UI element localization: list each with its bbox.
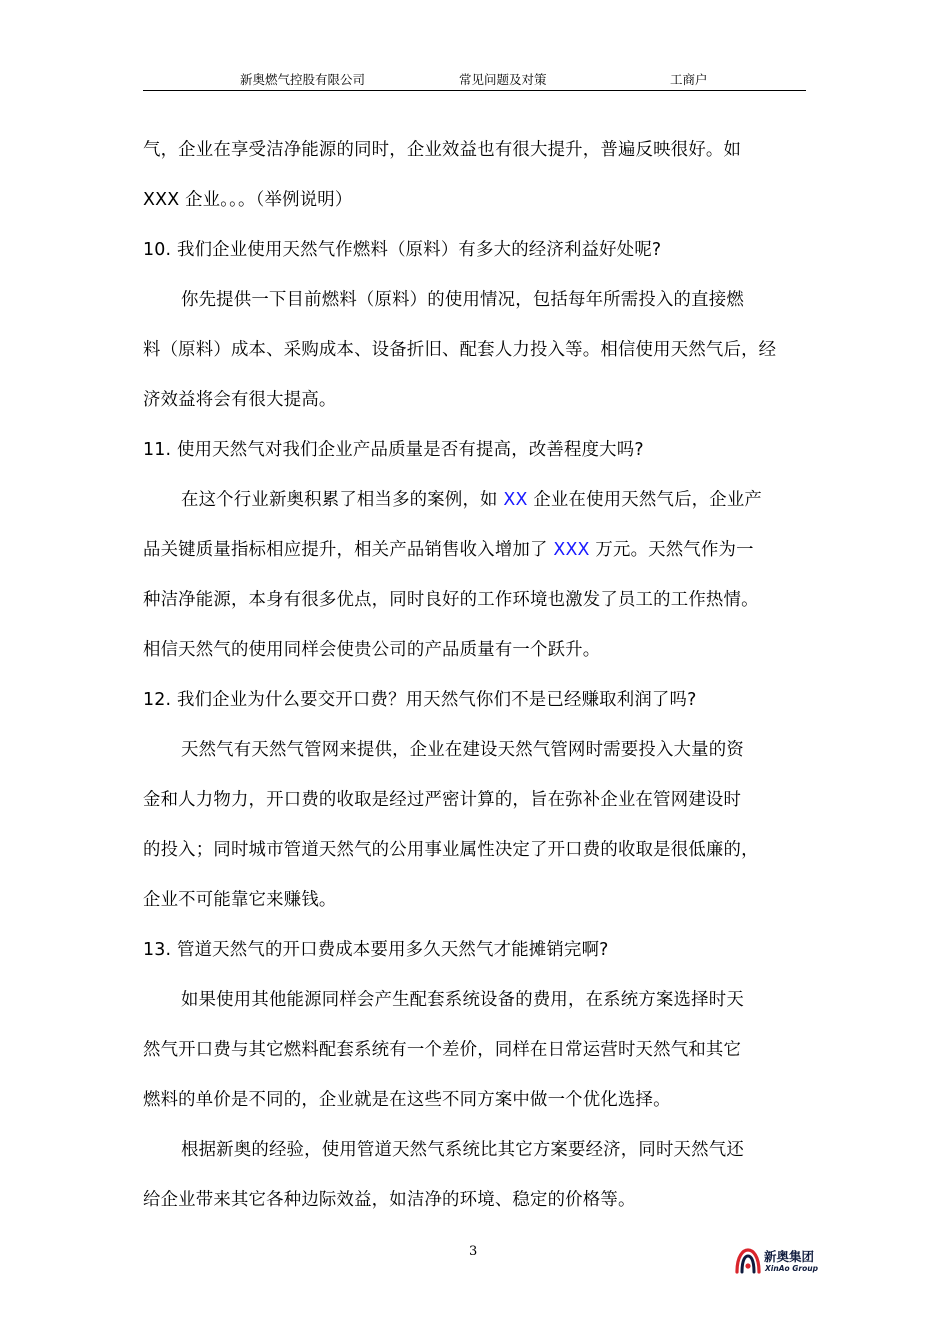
logo-chinese-name: 新奥集团: [764, 1249, 815, 1264]
question-13: 13. 管道天然气的开口费成本要用多久天然气才能摊销完啊?: [143, 940, 609, 960]
answer-11-text: 企业在使用天然气后，企业产: [527, 490, 763, 510]
answer-12-line: 金和人力物力，开口费的收取是经过严密计算的，旨在弥补企业在管网建设时: [143, 790, 742, 810]
page-number: 3: [469, 1244, 478, 1259]
xinao-logo-icon: [733, 1246, 763, 1276]
question-10: 10. 我们企业使用天然气作燃料（原料）有多大的经济利益好处呢?: [143, 240, 662, 260]
header-company-name: 新奥燃气控股有限公司: [240, 72, 366, 87]
answer-11-line: 相信天然气的使用同样会使贵公司的产品质量有一个跃升。: [143, 640, 601, 660]
answer-12-line: 企业不可能靠它来赚钱。: [143, 890, 337, 910]
answer-13-line: 燃料的单价是不同的，企业就是在这些不同方案中做一个优化选择。: [143, 1090, 671, 1110]
answer-10-line: 你先提供一下目前燃料（原料）的使用情况，包括每年所需投入的直接燃: [181, 290, 744, 310]
answer-11-line: [143, 478, 811, 528]
answer-13-line: 然气开口费与其它燃料配套系统有一个差价，同样在日常运营时天然气和其它: [143, 1040, 742, 1060]
answer-13-line: 如果使用其他能源同样会产生配套系统设备的费用，在系统方案选择时天: [181, 990, 744, 1010]
paragraph-line: 气，企业在享受洁净能源的同时，企业效益也有很大提升，普遍反映很好。如: [143, 140, 742, 160]
paragraph-line: XXX 企业。。。（举例说明）: [143, 190, 353, 210]
header-document-title: 常见问题及对策: [459, 72, 547, 87]
answer-11-text: 品关键质量指标相应提升，相关产品销售收入增加了: [143, 540, 554, 560]
answer-12-line: 的投入；同时城市管道天然气的公用事业属性决定了开口费的收取是很低廉的，: [143, 840, 759, 860]
question-11: 11. 使用天然气对我们企业产品质量是否有提高，改善程度大吗?: [143, 440, 644, 460]
answer-13-line: 根据新奥的经验，使用管道天然气系统比其它方案要经济，同时天然气还: [181, 1140, 744, 1160]
answer-12-line: 天然气有天然气管网来提供，企业在建设天然气管网时需要投入大量的资: [181, 740, 744, 760]
question-12: 12. 我们企业为什么要交开口费？用天然气你们不是已经赚取利润了吗?: [143, 690, 697, 710]
page-header: [143, 68, 806, 91]
answer-11-text: 万元。天然气作为一: [589, 540, 754, 560]
document-body: [143, 128, 811, 1228]
answer-11-text: 在这个行业新奥积累了相当多的案例，如: [181, 490, 504, 510]
answer-10-line: 料（原料）成本、采购成本、设备折旧、配套人力投入等。相信使用天然气后，经: [143, 340, 777, 360]
placeholder-company-highlight: XX: [503, 490, 528, 510]
answer-11-line: 种洁净能源，本身有很多优点，同时良好的工作环境也激发了员工的工作热情。: [143, 590, 759, 610]
answer-13-line: 给企业带来其它各种边际效益，如洁净的环境、稳定的价格等。: [143, 1190, 636, 1210]
logo-english-name: XinAo Group: [765, 1264, 818, 1273]
header-category: 工商户: [670, 72, 708, 87]
placeholder-amount-highlight: XXX: [553, 540, 590, 560]
xinao-group-logo: [733, 1246, 823, 1282]
answer-11-line: [143, 528, 811, 578]
answer-10-line: 济效益将会有很大提高。: [143, 390, 337, 410]
